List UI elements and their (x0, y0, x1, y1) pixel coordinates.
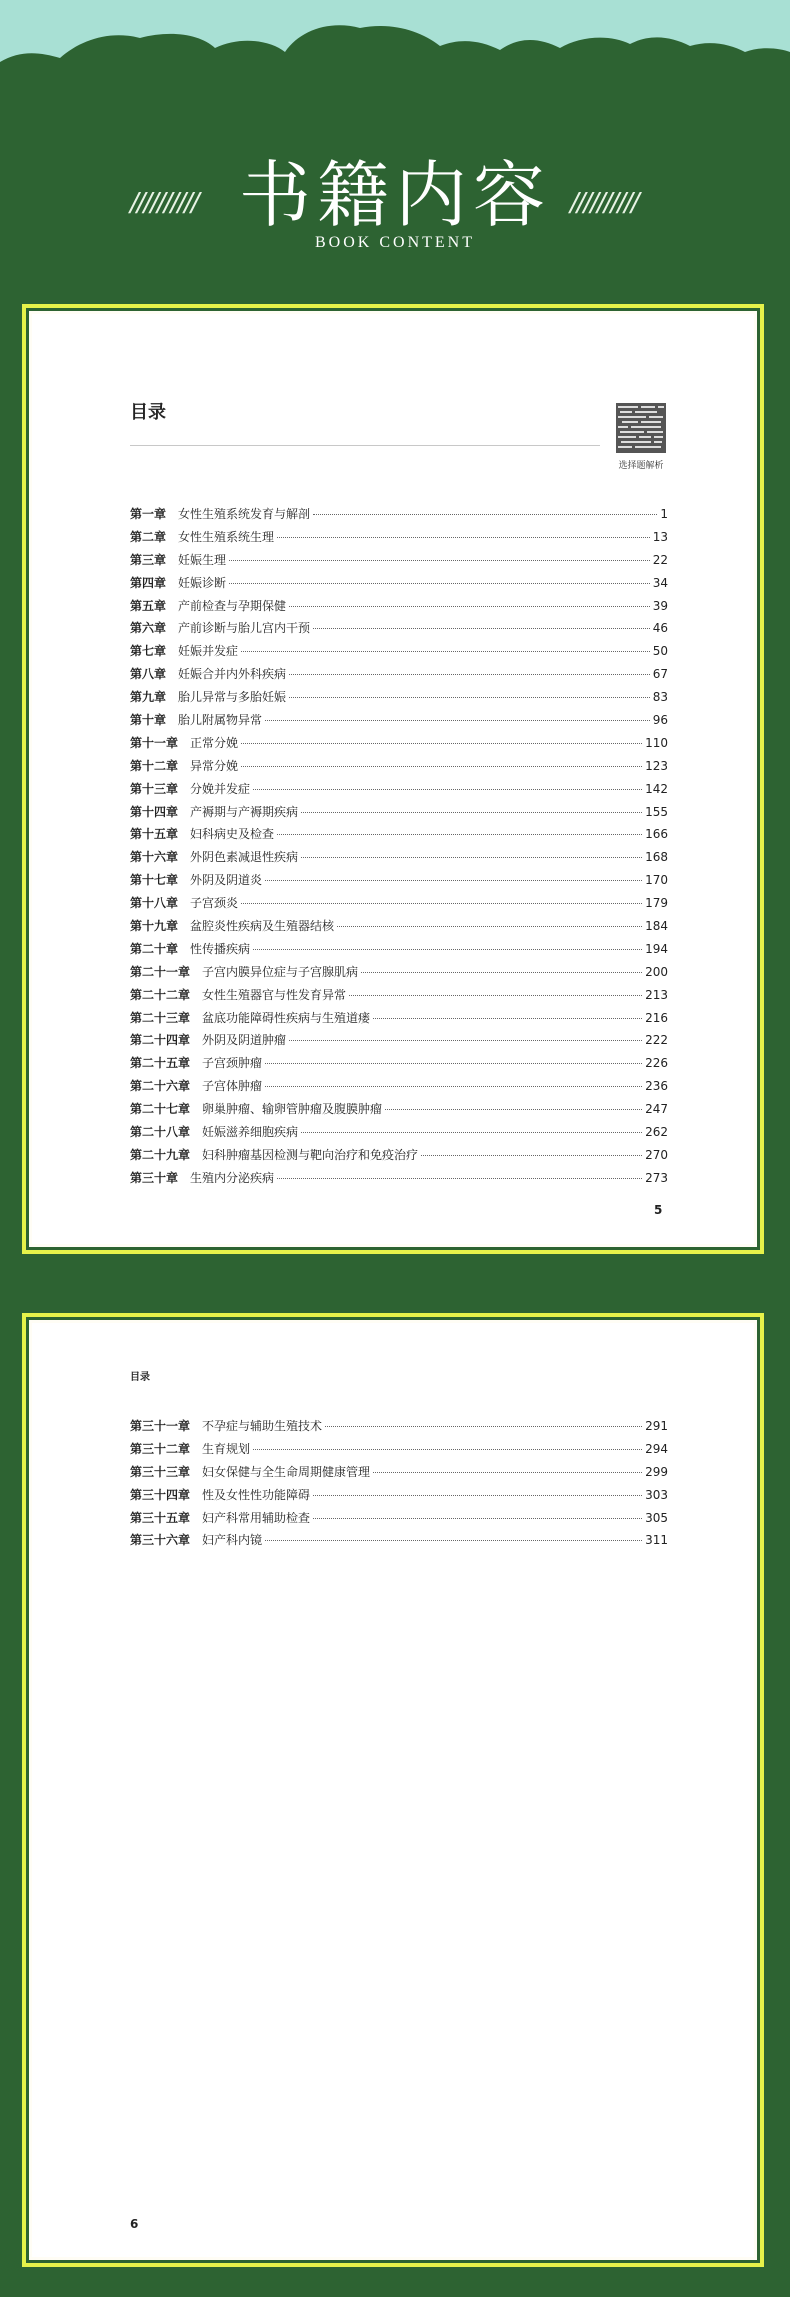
toc-chapter-number: 第十九章 (130, 919, 179, 934)
toc-entry[interactable] (130, 848, 668, 871)
toc-chapter-number: 第三十五章 (130, 1510, 191, 1525)
page-title: 书籍内容 (238, 153, 551, 237)
toc-page-number: 247 (645, 1102, 668, 1117)
heading-divider (130, 445, 600, 446)
toc-chapter-title: 胎儿异常与多胎妊娠 (178, 690, 287, 705)
toc-chapter-title: 性传播疾病 (190, 941, 251, 956)
toc-chapter-number: 第六章 (130, 621, 167, 636)
toc-chapter-title: 女性生殖系统生理 (178, 529, 275, 544)
toc-entry[interactable] (130, 871, 668, 894)
toc-page-number: 184 (645, 919, 668, 934)
toc-entry[interactable] (130, 1054, 668, 1077)
toc-entry[interactable] (130, 986, 668, 1009)
toc-chapter-number: 第二十三章 (130, 1010, 191, 1025)
toc-chapter-number: 第二十一章 (130, 964, 191, 979)
toc-list (130, 505, 668, 1192)
toc-entry[interactable] (130, 757, 668, 780)
toc-entry[interactable] (130, 1417, 668, 1440)
toc-entry[interactable] (130, 1077, 668, 1100)
toc-chapter-number: 第三十章 (130, 1170, 179, 1185)
toc-dot-leader (277, 537, 650, 538)
toc-dot-leader (325, 1426, 642, 1427)
toc-chapter-number: 第十八章 (130, 896, 179, 911)
toc-dot-leader (313, 628, 650, 629)
toc-chapter-title: 妊娠并发症 (178, 644, 239, 659)
toc-page-number: 200 (645, 964, 668, 979)
toc-chapter-title: 不孕症与辅助生殖技术 (202, 1419, 323, 1433)
toc-entry[interactable] (130, 619, 668, 642)
toc-chapter-number: 第十六章 (130, 850, 179, 865)
toc-entry[interactable] (130, 711, 668, 734)
toc-dot-leader (253, 949, 642, 950)
toc-dot-leader (349, 995, 642, 996)
toc-chapter-number: 第十章 (130, 713, 167, 728)
toc-chapter-title: 子宫内膜异位症与子宫腺肌病 (202, 964, 359, 979)
qr-code-icon[interactable] (616, 403, 666, 453)
toc-dot-leader (253, 789, 642, 790)
toc-chapter-number: 第八章 (130, 667, 167, 682)
toc-dot-leader (289, 674, 650, 675)
toc-chapter-number: 第五章 (130, 598, 167, 613)
toc-entry[interactable] (130, 597, 668, 620)
toc-entry[interactable] (130, 528, 668, 551)
toc-chapter-title: 盆腔炎性疾病及生殖器结核 (190, 919, 335, 934)
toc-dot-leader (277, 1178, 642, 1179)
toc-page-number: 83 (652, 690, 668, 705)
toc-entry[interactable] (130, 734, 668, 757)
toc-page-number: 262 (645, 1125, 668, 1140)
toc-chapter-number: 第十四章 (130, 804, 179, 819)
toc-chapter-number: 第三十四章 (130, 1487, 191, 1502)
book-content-header (0, 150, 790, 252)
toc-page-number: 155 (645, 804, 668, 819)
toc-entry[interactable] (130, 574, 668, 597)
toc-chapter-title: 分娩并发症 (190, 781, 251, 796)
qr-caption: 选择题解析 (618, 461, 664, 471)
toc-chapter-number: 第二章 (130, 529, 167, 544)
toc-page-number: 226 (645, 1056, 668, 1071)
toc-chapter-title: 产前诊断与胎儿宫内干预 (178, 621, 311, 636)
decorative-slashes-left: ////////// (130, 188, 198, 218)
toc-entry[interactable] (130, 940, 668, 963)
toc-page-number: 311 (645, 1533, 668, 1548)
toc-page-2 (22, 1313, 764, 2267)
toc-entry[interactable] (130, 1100, 668, 1123)
toc-page-number: 236 (645, 1079, 668, 1094)
toc-page-number: 67 (652, 667, 668, 682)
toc-entry[interactable] (130, 1009, 668, 1032)
toc-page-number: 123 (645, 758, 668, 773)
toc-dot-leader (241, 651, 650, 652)
toc-chapter-number: 第七章 (130, 644, 167, 659)
toc-page-number: 39 (652, 598, 668, 613)
toc-dot-leader (337, 926, 642, 927)
toc-page-number: 110 (645, 735, 668, 750)
toc-dot-leader (289, 606, 650, 607)
toc-dot-leader (313, 514, 657, 515)
toc-page-number: 305 (645, 1510, 668, 1525)
toc-chapter-number: 第十五章 (130, 827, 179, 842)
toc-dot-leader (265, 880, 642, 881)
toc-heading: 目录 (130, 1372, 150, 1383)
toc-page-number: 142 (645, 781, 668, 796)
toc-entry[interactable] (130, 1146, 668, 1169)
toc-chapter-title: 女性生殖器官与性发育异常 (202, 987, 347, 1002)
toc-chapter-number: 第十七章 (130, 873, 179, 888)
toc-chapter-title: 外阴及阴道肿瘤 (202, 1033, 287, 1048)
toc-dot-leader (229, 560, 650, 561)
toc-chapter-number: 第三章 (130, 552, 167, 567)
toc-page-number: 222 (645, 1033, 668, 1048)
toc-dot-leader (421, 1155, 642, 1156)
toc-chapter-number: 第四章 (130, 575, 167, 590)
toc-dot-leader (265, 1086, 642, 1087)
toc-entry[interactable] (130, 505, 668, 528)
toc-entry[interactable] (130, 1440, 668, 1463)
page-subtitle: BOOK CONTENT (315, 234, 475, 251)
decorative-slashes-right: ////////// (570, 188, 638, 218)
toc-entry[interactable] (130, 963, 668, 986)
toc-dot-leader (289, 1040, 642, 1041)
toc-chapter-number: 第二十八章 (130, 1125, 191, 1140)
toc-page-number: 96 (652, 713, 668, 728)
toc-entry[interactable] (130, 642, 668, 665)
toc-entry[interactable] (130, 1031, 668, 1054)
toc-page-number: 170 (645, 873, 668, 888)
toc-chapter-number: 第二十二章 (130, 987, 191, 1002)
toc-chapter-number: 第一章 (130, 507, 167, 521)
toc-page-number: 22 (652, 552, 668, 567)
toc-dot-leader (229, 583, 650, 584)
toc-dot-leader (277, 834, 642, 835)
toc-chapter-title: 妇产科内镜 (202, 1533, 263, 1548)
toc-chapter-title: 异常分娩 (190, 758, 239, 773)
toc-chapter-title: 妊娠诊断 (178, 575, 227, 590)
toc-chapter-number: 第十一章 (130, 735, 179, 750)
toc-chapter-number: 第十三章 (130, 781, 179, 796)
toc-chapter-number: 第二十四章 (130, 1033, 191, 1048)
toc-chapter-title: 胎儿附属物异常 (178, 713, 263, 728)
toc-entry[interactable] (130, 894, 668, 917)
toc-list (130, 1417, 668, 1554)
toc-dot-leader (301, 857, 642, 858)
toc-entry[interactable] (130, 1509, 668, 1532)
toc-dot-leader (241, 903, 642, 904)
toc-chapter-title: 性及女性性功能障碍 (202, 1487, 311, 1502)
toc-dot-leader (313, 1518, 642, 1519)
toc-entry[interactable] (130, 825, 668, 848)
toc-chapter-title: 子宫颈肿瘤 (202, 1056, 263, 1071)
toc-chapter-number: 第九章 (130, 690, 167, 705)
toc-chapter-title: 妇科病史及检查 (190, 827, 275, 842)
toc-entry[interactable] (130, 665, 668, 688)
toc-chapter-title: 外阴色素减退性疾病 (190, 850, 299, 865)
toc-page-number: 216 (645, 1010, 668, 1025)
toc-entry[interactable] (130, 917, 668, 940)
toc-page-number: 299 (645, 1464, 668, 1479)
toc-chapter-title: 卵巢肿瘤、输卵管肿瘤及腹膜肿瘤 (202, 1102, 383, 1117)
toc-dot-leader (313, 1495, 642, 1496)
toc-chapter-title: 正常分娩 (190, 735, 239, 750)
toc-chapter-number: 第二十七章 (130, 1102, 191, 1117)
toc-entry[interactable] (130, 1123, 668, 1146)
toc-dot-leader (265, 1540, 642, 1541)
toc-page-number: 34 (652, 575, 668, 590)
toc-chapter-number: 第二十九章 (130, 1147, 191, 1162)
toc-page-number: 213 (645, 987, 668, 1002)
toc-entry[interactable] (130, 803, 668, 826)
toc-chapter-title: 生育规划 (202, 1441, 251, 1456)
toc-dot-leader (361, 972, 642, 973)
toc-chapter-number: 第二十章 (130, 941, 179, 956)
toc-chapter-title: 外阴及阴道炎 (190, 873, 263, 888)
toc-dot-leader (373, 1472, 642, 1473)
toc-chapter-title: 子宫体肿瘤 (202, 1079, 263, 1094)
toc-dot-leader (373, 1018, 642, 1019)
toc-heading: 目录 (130, 402, 166, 423)
toc-page-number: 50 (652, 644, 668, 659)
toc-chapter-number: 第二十五章 (130, 1056, 191, 1071)
toc-chapter-title: 妇科肿瘤基因检测与靶向治疗和免疫治疗 (202, 1147, 419, 1162)
toc-chapter-title: 妊娠合并内外科疾病 (178, 667, 287, 682)
toc-page-number: 270 (645, 1147, 668, 1162)
toc-dot-leader (265, 1063, 642, 1064)
toc-page-number: 166 (645, 827, 668, 842)
toc-page-number: 46 (652, 621, 668, 636)
toc-page-number: 168 (645, 850, 668, 865)
toc-chapter-title: 妊娠生理 (178, 552, 227, 567)
toc-entry[interactable] (130, 780, 668, 803)
toc-chapter-number: 第三十六章 (130, 1533, 191, 1548)
toc-chapter-title: 子宫颈炎 (190, 896, 239, 911)
toc-page-1 (22, 304, 764, 1254)
toc-chapter-number: 第三十一章 (130, 1419, 191, 1433)
toc-entry[interactable] (130, 551, 668, 574)
toc-entry[interactable] (130, 1463, 668, 1486)
toc-page-number: 294 (645, 1441, 668, 1456)
toc-dot-leader (289, 697, 650, 698)
page-number: 5 (654, 1203, 663, 1217)
toc-entry[interactable] (130, 1531, 668, 1554)
page-number: 6 (130, 2217, 139, 2231)
toc-page-number: 273 (645, 1170, 668, 1185)
toc-dot-leader (301, 1132, 642, 1133)
toc-chapter-number: 第三十二章 (130, 1441, 191, 1456)
toc-page-number: 179 (645, 896, 668, 911)
top-wave-banner (0, 0, 790, 90)
toc-chapter-title: 盆底功能障碍性疾病与生殖道瘘 (202, 1010, 371, 1025)
toc-dot-leader (241, 743, 642, 744)
toc-entry[interactable] (130, 1486, 668, 1509)
toc-chapter-title: 女性生殖系统发育与解剖 (178, 507, 311, 521)
toc-chapter-title: 产前检查与孕期保健 (178, 598, 287, 613)
toc-dot-leader (385, 1109, 642, 1110)
toc-dot-leader (241, 766, 642, 767)
toc-entry[interactable] (130, 688, 668, 711)
toc-chapter-number: 第三十三章 (130, 1464, 191, 1479)
toc-dot-leader (265, 720, 650, 721)
toc-page-number: 194 (645, 941, 668, 956)
toc-page-number: 13 (652, 529, 668, 544)
toc-entry[interactable] (130, 1169, 668, 1192)
toc-chapter-number: 第二十六章 (130, 1079, 191, 1094)
toc-page-number: 291 (645, 1419, 668, 1433)
toc-page-number: 1 (660, 507, 668, 521)
toc-dot-leader (253, 1449, 642, 1450)
toc-chapter-title: 妊娠滋养细胞疾病 (202, 1125, 299, 1140)
toc-chapter-title: 妇产科常用辅助检查 (202, 1510, 311, 1525)
toc-chapter-title: 妇女保健与全生命周期健康管理 (202, 1464, 371, 1479)
toc-page-number: 303 (645, 1487, 668, 1502)
toc-dot-leader (301, 812, 642, 813)
toc-chapter-title: 生殖内分泌疾病 (190, 1170, 275, 1185)
toc-chapter-number: 第十二章 (130, 758, 179, 773)
toc-chapter-title: 产褥期与产褥期疾病 (190, 804, 299, 819)
